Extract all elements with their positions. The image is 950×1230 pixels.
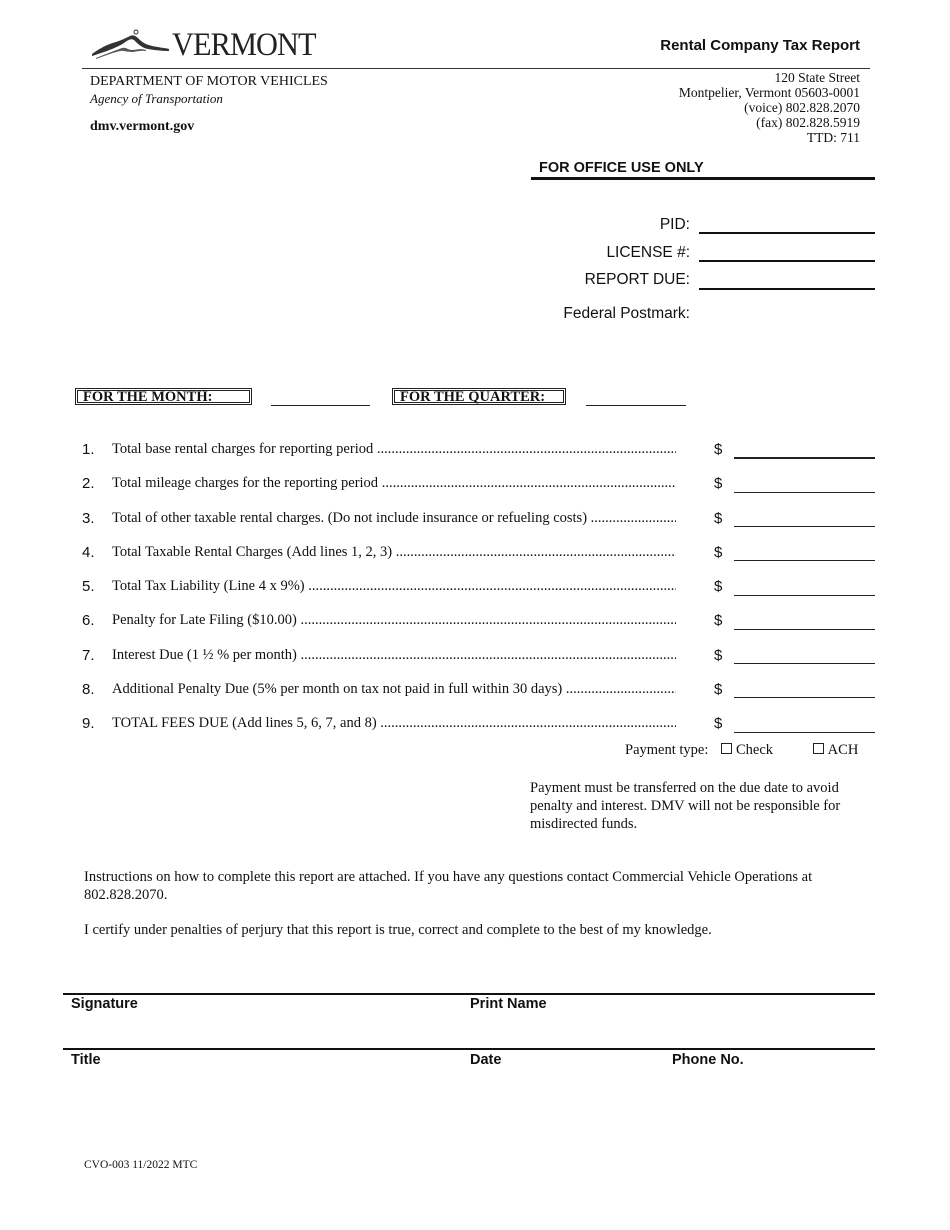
amount-field-line-9[interactable] xyxy=(734,732,875,733)
dollar-sign: $ xyxy=(714,475,723,492)
ach-checkbox[interactable] xyxy=(813,743,824,754)
instructions-text: Instructions on how to complete this report are attached. If you have any questions contact Commercial Vehicle Operations at 802.828.2070. xyxy=(84,869,813,903)
amount-field-line-7[interactable] xyxy=(734,663,875,664)
line-number: 8. xyxy=(82,681,95,698)
line-description: Total of other taxable rental charges. (Do not include insurance or refueling costs) ..... xyxy=(112,510,676,527)
month-field[interactable] xyxy=(271,405,370,406)
line-number: 1. xyxy=(82,441,95,458)
ach-option-label: ACH xyxy=(827,742,859,758)
line-description: Total mileage charges for the reporting period ..... xyxy=(112,475,676,492)
form-code: CVO-003 11/2022 MTC xyxy=(84,1159,198,1171)
line-number: 6. xyxy=(82,612,95,629)
office-use-divider xyxy=(531,177,875,180)
address-line: (voice) 802.828.2070 xyxy=(744,100,860,115)
federal-postmark-label: Federal Postmark: xyxy=(563,305,690,322)
line-number: 3. xyxy=(82,510,95,527)
agency-name: Agency of Transportation xyxy=(90,91,223,106)
line-number: 5. xyxy=(82,578,95,595)
line-number: 7. xyxy=(82,647,95,664)
phone-label: Phone No. xyxy=(672,1052,744,1068)
license-label: LICENSE #: xyxy=(606,244,690,261)
quarter-field[interactable] xyxy=(586,405,686,406)
line-number: 9. xyxy=(82,715,95,732)
report-due-field[interactable] xyxy=(699,288,875,290)
line-description: Total Taxable Rental Charges (Add lines 1, 2, 3) ..... xyxy=(112,544,676,561)
payment-note: Payment must be transferred on the due date to avoid penalty and interest. DMV will not be responsible for misdirected funds. xyxy=(530,780,841,832)
quarter-label: FOR THE QUARTER: xyxy=(392,388,566,405)
certification-text: I certify under penalties of perjury that this report is true, correct and complete to the best of my knowledge. xyxy=(84,922,712,938)
dollar-sign: $ xyxy=(714,578,723,595)
header-divider xyxy=(82,68,870,69)
website-link[interactable]: dmv.vermont.gov xyxy=(90,119,195,134)
payment-type-label: Payment type: xyxy=(625,742,709,758)
check-option-label: Check xyxy=(736,742,774,758)
amount-field-line-8[interactable] xyxy=(734,697,875,698)
amount-field-line-2[interactable] xyxy=(734,492,875,493)
pid-label: PID: xyxy=(659,216,690,233)
address-line: TTD: 711 xyxy=(806,130,860,145)
report-due-label: REPORT DUE: xyxy=(584,271,690,288)
line-description: TOTAL FEES DUE (Add lines 5, 6, 7, and 8) ..... xyxy=(112,715,676,732)
line-description: Total Tax Liability (Line 4 x 9%) ..... xyxy=(112,578,676,595)
date-label: Date xyxy=(470,1052,502,1068)
month-label: FOR THE MONTH: xyxy=(75,388,252,405)
line-number: 2. xyxy=(82,475,95,492)
signature-label: Signature xyxy=(71,996,138,1012)
dollar-sign: $ xyxy=(714,510,723,527)
address-line: Montpelier, Vermont 05603-0001 xyxy=(678,85,860,100)
title-divider xyxy=(63,1048,875,1050)
title-label: Title xyxy=(71,1052,101,1068)
dollar-sign: $ xyxy=(714,441,723,458)
amount-field-line-1[interactable] xyxy=(734,457,875,459)
check-checkbox[interactable] xyxy=(721,743,732,754)
line-description: Interest Due (1 ½ % per month) ..... xyxy=(112,647,676,664)
line-number: 4. xyxy=(82,544,95,561)
amount-field-line-5[interactable] xyxy=(734,595,875,596)
license-field[interactable] xyxy=(699,260,875,262)
form-title: Rental Company Tax Report xyxy=(660,37,860,54)
line-description: Penalty for Late Filing ($10.00) ..... xyxy=(112,612,676,629)
dollar-sign: $ xyxy=(714,612,723,629)
address-line: (fax) 802.828.5919 xyxy=(756,115,860,130)
dollar-sign: $ xyxy=(714,715,723,732)
dollar-sign: $ xyxy=(714,544,723,561)
dollar-sign: $ xyxy=(714,681,723,698)
mailing-address xyxy=(679,70,860,145)
amount-field-line-4[interactable] xyxy=(734,560,875,561)
print-name-label: Print Name xyxy=(470,996,547,1012)
pid-field[interactable] xyxy=(699,232,875,234)
line-description: Total base rental charges for reporting period ..... xyxy=(112,441,676,458)
mountain-logo-icon xyxy=(90,28,170,62)
vermont-logo xyxy=(90,28,320,62)
payment-type xyxy=(625,742,858,759)
amount-field-line-3[interactable] xyxy=(734,526,875,527)
address-line: 120 State Street xyxy=(774,70,860,85)
amount-field-line-6[interactable] xyxy=(734,629,875,630)
line-description: Additional Penalty Due (5% per month on tax not paid in full within 30 days) ..... xyxy=(112,681,676,698)
department-name: DEPARTMENT OF MOTOR VEHICLES xyxy=(90,74,328,89)
signature-divider xyxy=(63,993,875,995)
dollar-sign: $ xyxy=(714,647,723,664)
logo-wordmark: VERMONT xyxy=(172,27,316,63)
office-use-heading: FOR OFFICE USE ONLY xyxy=(539,160,704,176)
